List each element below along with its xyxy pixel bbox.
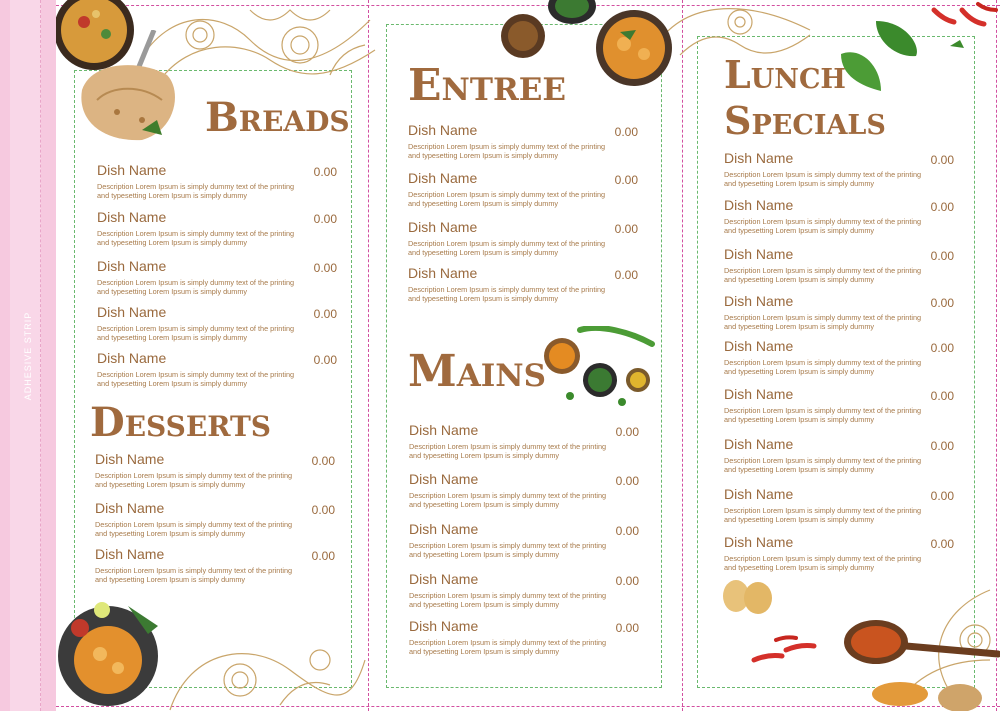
dish-price: 0.00 (313, 353, 337, 367)
dish-name: Dish Name (409, 571, 479, 587)
dish-price: 0.00 (313, 261, 337, 275)
dish-description: Description Lorem Ipsum is simply dummy text of the printing and typesetting Lorem Ipsum is simply dummy (409, 638, 607, 656)
menu-item-breads-4 (97, 304, 337, 342)
menu-item-desserts-2 (95, 500, 335, 538)
dish-name: Dish Name (95, 451, 165, 467)
dish-name: Dish Name (724, 150, 794, 166)
dish-name: Dish Name (409, 471, 479, 487)
dish-name: Dish Name (97, 209, 167, 225)
dish-price: 0.00 (930, 389, 954, 403)
menu-item-mains-1 (409, 422, 639, 460)
dish-price: 0.00 (313, 307, 337, 321)
dish-description: Description Lorem Ipsum is simply dummy text of the printing and typesetting Lorem Ipsum is simply dummy (724, 554, 922, 572)
section-title-lunch: Lunch (724, 52, 846, 97)
dish-name: Dish Name (97, 162, 167, 178)
dish-description: Description Lorem Ipsum is simply dummy text of the printing and typesetting Lorem Ipsum is simply dummy (408, 190, 606, 208)
paisley-ornament-bottom-left (160, 630, 370, 711)
menu-item-breads-1 (97, 162, 337, 200)
dish-description: Description Lorem Ipsum is simply dummy text of the printing and typesetting Lorem Ipsum is simply dummy (409, 442, 607, 460)
dish-description: Description Lorem Ipsum is simply dummy text of the printing and typesetting Lorem Ipsum is simply dummy (408, 239, 606, 257)
dish-price: 0.00 (615, 574, 639, 588)
dish-name: Dish Name (724, 386, 794, 402)
section-title-mains: Mains (408, 346, 546, 397)
dish-description: Description Lorem Ipsum is simply dummy text of the printing and typesetting Lorem Ipsum is simply dummy (97, 370, 295, 388)
dish-price: 0.00 (313, 212, 337, 226)
spice-spoon-image (840, 616, 1000, 711)
menu-item-entree-1 (408, 122, 638, 160)
dish-description: Description Lorem Ipsum is simply dummy text of the printing and typesetting Lorem Ipsum is simply dummy (409, 541, 607, 559)
dish-name: Dish Name (409, 422, 479, 438)
dish-description: Description Lorem Ipsum is simply dummy text of the printing and typesetting Lorem Ipsum is simply dummy (97, 324, 295, 342)
naan-bread-image (72, 30, 192, 150)
dish-price: 0.00 (930, 296, 954, 310)
fold-line-2 (682, 0, 683, 711)
menu-item-lunch-9 (724, 534, 954, 572)
dish-price: 0.00 (311, 549, 335, 563)
menu-item-breads-2 (97, 209, 337, 247)
dish-name: Dish Name (409, 618, 479, 634)
chili-peppers-image (928, 0, 1000, 60)
menu-item-desserts-1 (95, 451, 335, 489)
menu-item-mains-2 (409, 471, 639, 509)
dish-description: Description Lorem Ipsum is simply dummy text of the printing and typesetting Lorem Ipsum is simply dummy (724, 506, 922, 524)
dish-description: Description Lorem Ipsum is simply dummy text of the printing and typesetting Lorem Ipsum is simply dummy (97, 278, 295, 296)
dish-name: Dish Name (724, 293, 794, 309)
menu-item-entree-3 (408, 219, 638, 257)
dish-price: 0.00 (930, 537, 954, 551)
curry-plate-image (56, 590, 176, 711)
adhesive-strip (0, 0, 56, 711)
menu-item-lunch-4 (724, 293, 954, 331)
dish-price: 0.00 (930, 341, 954, 355)
dish-description: Description Lorem Ipsum is simply dummy text of the printing and typesetting Lorem Ipsum is simply dummy (724, 266, 922, 284)
dish-price: 0.00 (311, 454, 335, 468)
dish-description: Description Lorem Ipsum is simply dummy text of the printing and typesetting Lorem Ipsum is simply dummy (408, 142, 606, 160)
dish-price: 0.00 (614, 268, 638, 282)
dish-name: Dish Name (724, 486, 794, 502)
spice-bowls-image (540, 326, 660, 412)
dish-price: 0.00 (930, 200, 954, 214)
dish-name: Dish Name (724, 338, 794, 354)
menu-item-lunch-6 (724, 386, 954, 424)
menu-item-entree-4 (408, 265, 638, 303)
dish-price: 0.00 (930, 489, 954, 503)
dish-name: Dish Name (95, 546, 165, 562)
dish-description: Description Lorem Ipsum is simply dummy text of the printing and typesetting Lorem Ipsum is simply dummy (408, 285, 606, 303)
menu-item-mains-5 (409, 618, 639, 656)
dish-name: Dish Name (724, 246, 794, 262)
dish-price: 0.00 (313, 165, 337, 179)
basil-leaves-image (836, 16, 926, 96)
menu-item-lunch-5 (724, 338, 954, 376)
spice-bowl-image (498, 12, 548, 60)
dish-name: Dish Name (97, 304, 167, 320)
dish-name: Dish Name (97, 258, 167, 274)
dish-price: 0.00 (615, 474, 639, 488)
dish-name: Dish Name (408, 265, 478, 281)
dish-price: 0.00 (615, 524, 639, 538)
dish-price: 0.00 (311, 503, 335, 517)
adhesive-strip-label: ADHESIVE STRIP (23, 311, 33, 401)
dish-description: Description Lorem Ipsum is simply dummy text of the printing and typesetting Lorem Ipsum is simply dummy (724, 217, 922, 235)
dish-price: 0.00 (930, 153, 954, 167)
menu-item-breads-3 (97, 258, 337, 296)
dish-description: Description Lorem Ipsum is simply dummy text of the printing and typesetting Lorem Ipsum is simply dummy (724, 358, 922, 376)
section-title-specials: Specials (724, 98, 886, 143)
dish-price: 0.00 (615, 621, 639, 635)
dish-description: Description Lorem Ipsum is simply dummy text of the printing and typesetting Lorem Ipsum is simply dummy (95, 566, 293, 584)
dish-price: 0.00 (615, 425, 639, 439)
menu-item-lunch-7 (724, 436, 954, 474)
dish-price: 0.00 (930, 439, 954, 453)
dish-name: Dish Name (408, 122, 478, 138)
dish-description: Description Lorem Ipsum is simply dummy text of the printing and typesetting Lorem Ipsum is simply dummy (724, 456, 922, 474)
dish-name: Dish Name (408, 170, 478, 186)
dish-description: Description Lorem Ipsum is simply dummy text of the printing and typesetting Lorem Ipsum is simply dummy (409, 491, 607, 509)
dish-description: Description Lorem Ipsum is simply dummy text of the printing and typesetting Lorem Ipsum is simply dummy (724, 406, 922, 424)
dish-price: 0.00 (930, 249, 954, 263)
dish-name: Dish Name (97, 350, 167, 366)
menu-item-desserts-3 (95, 546, 335, 584)
menu-item-mains-3 (409, 521, 639, 559)
dish-name: Dish Name (724, 197, 794, 213)
dish-description: Description Lorem Ipsum is simply dummy text of the printing and typesetting Lorem Ipsum is simply dummy (409, 591, 607, 609)
fold-line-1 (368, 0, 369, 711)
red-chilies-image (746, 630, 826, 670)
dish-name: Dish Name (95, 500, 165, 516)
menu-item-lunch-3 (724, 246, 954, 284)
dish-description: Description Lorem Ipsum is simply dummy text of the printing and typesetting Lorem Ipsum is simply dummy (724, 313, 922, 331)
dish-price: 0.00 (614, 222, 638, 236)
dish-name: Dish Name (724, 534, 794, 550)
dish-description: Description Lorem Ipsum is simply dummy text of the printing and typesetting Lorem Ipsum is simply dummy (95, 471, 293, 489)
dish-price: 0.00 (614, 125, 638, 139)
dish-description: Description Lorem Ipsum is simply dummy text of the printing and typesetting Lorem Ipsum is simply dummy (95, 520, 293, 538)
dish-description: Description Lorem Ipsum is simply dummy text of the printing and typesetting Lorem Ipsum is simply dummy (97, 229, 295, 247)
dish-name: Dish Name (409, 521, 479, 537)
dish-price: 0.00 (614, 173, 638, 187)
curry-bowl-image (590, 8, 678, 88)
menu-item-mains-4 (409, 571, 639, 609)
menu-item-lunch-8 (724, 486, 954, 524)
ginger-image (720, 576, 780, 618)
dish-name: Dish Name (408, 219, 478, 235)
menu-item-lunch-1 (724, 150, 954, 188)
menu-item-entree-2 (408, 170, 638, 208)
section-title-entree: Entree (408, 60, 566, 111)
section-title-desserts: Desserts (90, 399, 272, 446)
dish-description: Description Lorem Ipsum is simply dummy text of the printing and typesetting Lorem Ipsum is simply dummy (724, 170, 922, 188)
menu-item-breads-5 (97, 350, 337, 388)
section-title-breads: Breads (205, 94, 350, 141)
dish-name: Dish Name (724, 436, 794, 452)
dish-description: Description Lorem Ipsum is simply dummy text of the printing and typesetting Lorem Ipsum is simply dummy (97, 182, 295, 200)
menu-item-lunch-2 (724, 197, 954, 235)
